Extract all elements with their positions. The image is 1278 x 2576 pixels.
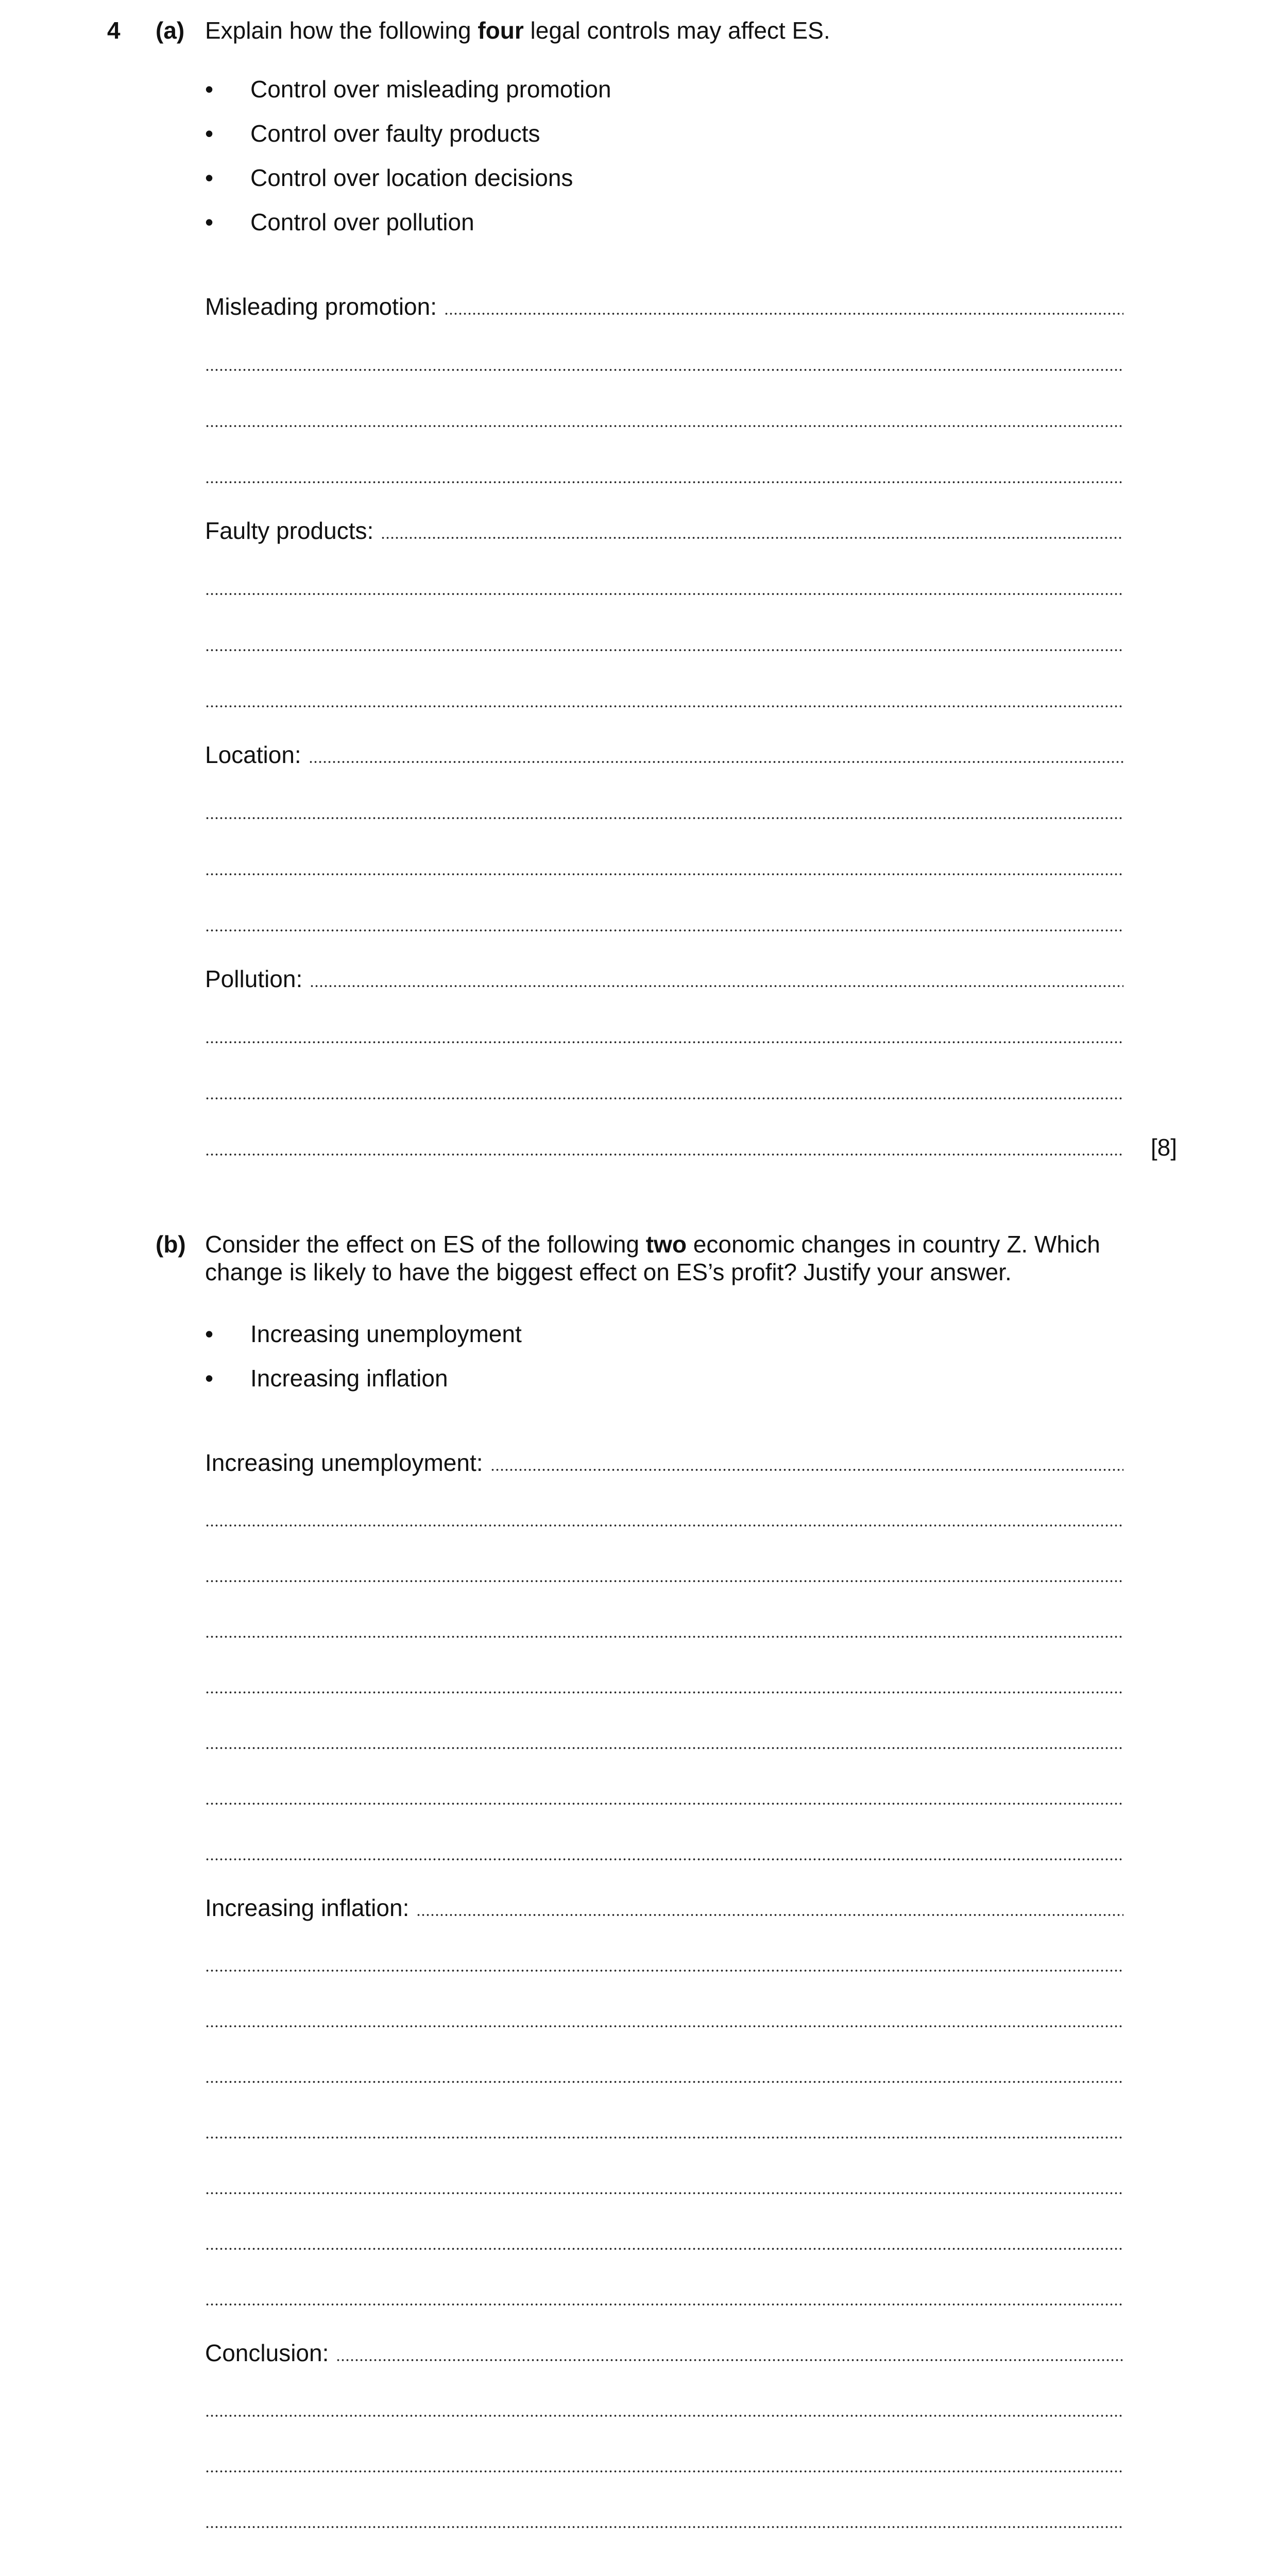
answer-line[interactable] — [205, 685, 1123, 713]
part-b-stem — [205, 1230, 1173, 1286]
answer-line[interactable] — [205, 1504, 1123, 1532]
answer-label-conclusion: Conclusion: — [205, 2340, 329, 2366]
dotted-rule — [205, 481, 1123, 484]
dotted-rule — [336, 2359, 1123, 2362]
dotted-rule — [205, 873, 1123, 876]
dotted-rule — [205, 2025, 1123, 2028]
dotted-rule — [205, 705, 1123, 708]
part-a-label: (a) — [156, 17, 185, 44]
dotted-rule — [205, 929, 1123, 932]
dotted-rule — [310, 985, 1123, 988]
answer-line[interactable] — [205, 349, 1123, 377]
answer-line[interactable] — [205, 1616, 1123, 1643]
dotted-rule — [416, 1913, 1123, 1917]
dotted-rule — [205, 1969, 1123, 1972]
answer-label-pollution: Pollution: — [205, 965, 303, 992]
dotted-rule — [205, 1153, 1123, 1156]
dotted-rule — [205, 2080, 1123, 2083]
bullet-text: Increasing inflation — [250, 1365, 448, 1392]
answer-line[interactable] — [205, 1560, 1123, 1588]
dotted-rule — [205, 1041, 1123, 1044]
answer-line[interactable] — [205, 1077, 1123, 1105]
dotted-rule — [205, 2526, 1123, 2529]
bullet-text: Control over faulty products — [250, 120, 540, 147]
answer-label-faulty: Faulty products: — [205, 517, 374, 544]
answer-line-conclusion[interactable] — [205, 2339, 1123, 2367]
dotted-rule — [205, 1858, 1123, 1861]
answer-line[interactable] — [205, 797, 1123, 825]
answer-line[interactable] — [205, 2506, 1123, 2534]
dotted-rule — [205, 368, 1123, 371]
answer-line-pollution[interactable] — [205, 965, 1123, 993]
answer-line[interactable] — [205, 1950, 1123, 1977]
part-b-stem-bold: two — [645, 1231, 687, 1258]
answer-line[interactable] — [205, 1727, 1123, 1755]
answer-line[interactable] — [205, 461, 1123, 489]
answer-line[interactable] — [205, 573, 1123, 601]
part-b-label: (b) — [156, 1231, 186, 1258]
part-a-stem — [205, 16, 1173, 44]
answer-line-location[interactable] — [205, 741, 1123, 769]
bullet-text: Control over pollution — [250, 209, 474, 235]
dotted-rule — [205, 1635, 1123, 1638]
answer-line-faulty[interactable] — [205, 517, 1123, 545]
dotted-rule — [205, 2303, 1123, 2306]
dotted-rule — [381, 536, 1123, 539]
dotted-rule — [205, 1691, 1123, 1694]
answer-line[interactable] — [205, 2061, 1123, 2089]
answer-label-location: Location: — [205, 741, 301, 768]
bullet-text: Increasing unemployment — [250, 1320, 522, 1347]
part-a-stem-before: Explain how the following — [205, 17, 478, 44]
answer-line-inflation[interactable] — [205, 1894, 1123, 1922]
answer-line[interactable] — [205, 909, 1123, 937]
dotted-rule — [205, 2192, 1123, 2195]
answer-line-unemployment[interactable] — [205, 1449, 1123, 1477]
dotted-rule — [205, 2470, 1123, 2473]
answer-line[interactable] — [205, 2283, 1123, 2311]
answer-label-inflation: Increasing inflation: — [205, 1894, 410, 1921]
bullet-symbol: • — [205, 1320, 214, 1347]
bullet-symbol: • — [205, 164, 214, 191]
dotted-rule — [205, 425, 1123, 428]
dotted-rule — [444, 312, 1123, 315]
answer-line[interactable] — [205, 853, 1123, 881]
answer-line-misleading[interactable] — [205, 293, 1123, 320]
dotted-rule — [205, 2136, 1123, 2139]
answer-line[interactable] — [205, 2450, 1123, 2478]
answer-line[interactable] — [205, 1783, 1123, 1810]
dotted-rule — [205, 649, 1123, 652]
answer-line[interactable] — [205, 2395, 1123, 2422]
dotted-rule — [309, 760, 1123, 764]
answer-line[interactable] — [205, 2116, 1123, 2144]
answer-line[interactable] — [205, 1838, 1123, 1866]
dotted-rule — [205, 817, 1123, 820]
bullet-text: Control over misleading promotion — [250, 76, 611, 103]
answer-line[interactable] — [205, 2562, 1123, 2576]
bullet-text: Control over location decisions — [250, 164, 573, 191]
question-number: 4 — [107, 17, 121, 44]
dotted-rule — [205, 1747, 1123, 1750]
dotted-rule — [490, 1468, 1123, 1471]
answer-line[interactable] — [205, 2005, 1123, 2033]
answer-label-misleading: Misleading promotion: — [205, 293, 437, 320]
bullet-symbol: • — [205, 1365, 214, 1392]
part-a-stem-bold: four — [478, 17, 524, 44]
dotted-rule — [205, 592, 1123, 596]
bullet-symbol: • — [205, 209, 214, 235]
answer-line[interactable] — [205, 2172, 1123, 2200]
dotted-rule — [205, 2414, 1123, 2417]
dotted-rule — [205, 1580, 1123, 1583]
part-a-stem-after: legal controls may affect ES. — [523, 17, 830, 44]
answer-line[interactable] — [205, 1021, 1123, 1049]
answer-label-unemployment: Increasing unemployment: — [205, 1449, 483, 1476]
marks-part-a: [8] — [1150, 1134, 1177, 1161]
dotted-rule — [205, 1802, 1123, 1805]
part-b-stem-after: economic changes in country Z. Which change is likely to have the biggest effect on ES’s profit? Justify your answer. — [205, 1231, 1100, 1285]
bullet-symbol: • — [205, 76, 214, 103]
answer-line[interactable] — [205, 405, 1123, 433]
bullet-symbol: • — [205, 120, 214, 147]
dotted-rule — [205, 1097, 1123, 1100]
dotted-rule — [205, 1524, 1123, 1527]
answer-line[interactable] — [205, 2228, 1123, 2256]
part-b-stem-before: Consider the effect on ES of the following — [205, 1231, 646, 1258]
answer-line[interactable] — [205, 1671, 1123, 1699]
answer-line[interactable] — [205, 1133, 1123, 1161]
dotted-rule — [205, 2247, 1123, 2250]
answer-line[interactable] — [205, 629, 1123, 657]
